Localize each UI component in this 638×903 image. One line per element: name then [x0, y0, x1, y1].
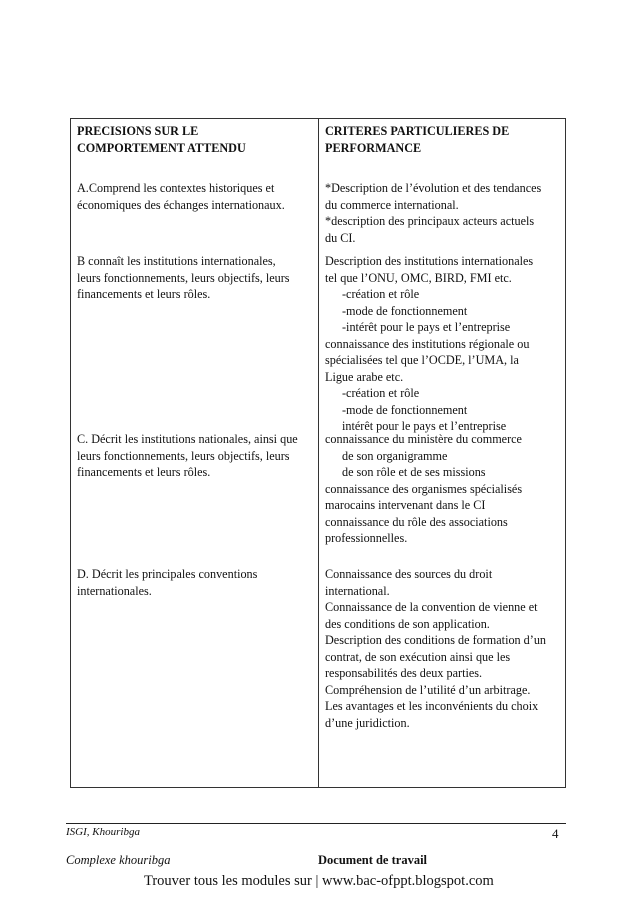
row-b-behavior-line: leurs fonctionnements, leurs objectifs, leurs [77, 270, 290, 285]
row-a-behavior [77, 180, 313, 213]
row-c-criteria [325, 431, 563, 547]
criteria-line: d’une juridiction. [325, 715, 410, 730]
criteria-line: *Description de l’évolution et des tendances [325, 181, 542, 195]
footer-banner: Trouver tous les modules sur | www.bac-ofppt.blogspot.com [144, 873, 494, 889]
criteria-line: -création et rôle [342, 287, 420, 301]
footer-doc-type: Document de travail [318, 853, 428, 867]
criteria-line: contrat, de son exécution ainsi que les [325, 649, 511, 664]
header-left [77, 123, 313, 156]
row-b-behavior-line: B connaît les institutions internationales, [77, 254, 276, 268]
criteria-line: du CI. [325, 230, 356, 245]
criteria-line: Description des conditions de formation d’un [325, 633, 547, 647]
row-a-criteria [325, 180, 563, 246]
column-divider [318, 119, 319, 787]
criteria-line: connaissance du ministère du commerce [325, 432, 522, 446]
criteria-line: tel que l’ONU, OMC, BIRD, FMI etc. [325, 270, 512, 285]
footer-divider [66, 823, 566, 824]
criteria-line: Compréhension de l’utilité d’un arbitrage. [325, 682, 531, 697]
row-b-behavior [77, 253, 313, 303]
header-right-line: PERFORMANCE [325, 140, 422, 155]
criteria-line: -intérêt pour le pays et l’entreprise [342, 320, 511, 334]
header-left-line: COMPORTEMENT ATTENDU [77, 140, 246, 155]
header-right-line: CRITERES PARTICULIERES DE [325, 124, 510, 138]
criteria-line: marocains intervenant dans le CI [325, 498, 486, 512]
header-right [325, 123, 563, 156]
criteria-line: spécialisées tel que l’OCDE, l’UMA, la [325, 353, 519, 367]
row-d-criteria [325, 566, 563, 731]
row-c-behavior-line: leurs fonctionnements, leurs objectifs, leurs [77, 448, 290, 463]
competency-table [70, 118, 566, 788]
criteria-line: -mode de fonctionnement [342, 303, 468, 318]
row-b-behavior-line: financements et leurs rôles. [77, 287, 211, 301]
criteria-line: connaissance des organismes spécialisés [325, 481, 523, 496]
criteria-line: Description des institutions internationales [325, 254, 534, 268]
criteria-line: Les avantages et les inconvénients du choix [325, 699, 539, 713]
row-a-behavior-line: économiques des échanges internationaux. [77, 197, 285, 212]
criteria-line: intérêt pour le pays et l’entreprise [342, 419, 507, 433]
criteria-line: de son rôle et de ses missions [342, 465, 486, 479]
row-b-criteria [325, 253, 563, 435]
criteria-line: connaissance des institutions régionale ou [325, 336, 530, 351]
row-a-behavior-line: A.Comprend les contextes historiques et [77, 181, 275, 195]
footer-complex: Complexe khouribga [66, 853, 171, 867]
header-left-line: PRECISIONS SUR LE [77, 124, 199, 138]
row-c-behavior-line: C. Décrit les institutions nationales, ainsi que [77, 432, 298, 446]
criteria-line: du commerce international. [325, 197, 459, 212]
criteria-line: des conditions de son application. [325, 616, 490, 631]
footer-institution: ISGI, Khouribga [66, 826, 140, 838]
row-d-behavior [77, 566, 313, 599]
row-d-behavior-line: internationales. [77, 583, 152, 598]
row-c-behavior [77, 431, 313, 481]
criteria-line: Ligue arabe etc. [325, 369, 404, 384]
criteria-line: connaissance du rôle des associations [325, 514, 508, 529]
criteria-line: responsabilités des deux parties. [325, 666, 483, 680]
criteria-line: Connaissance des sources du droit [325, 567, 493, 581]
row-d-behavior-line: D. Décrit les principales conventions [77, 567, 258, 581]
criteria-line: international. [325, 583, 390, 598]
criteria-line: Connaissance de la convention de vienne et [325, 600, 538, 614]
criteria-line: -création et rôle [342, 386, 420, 400]
page-number: 4 [552, 826, 559, 841]
criteria-line: -mode de fonctionnement [342, 402, 468, 417]
row-c-behavior-line: financements et leurs rôles. [77, 465, 211, 479]
criteria-line: *description des principaux acteurs actuels [325, 214, 535, 228]
criteria-line: professionnelles. [325, 531, 408, 545]
criteria-line: de son organigramme [342, 448, 448, 463]
